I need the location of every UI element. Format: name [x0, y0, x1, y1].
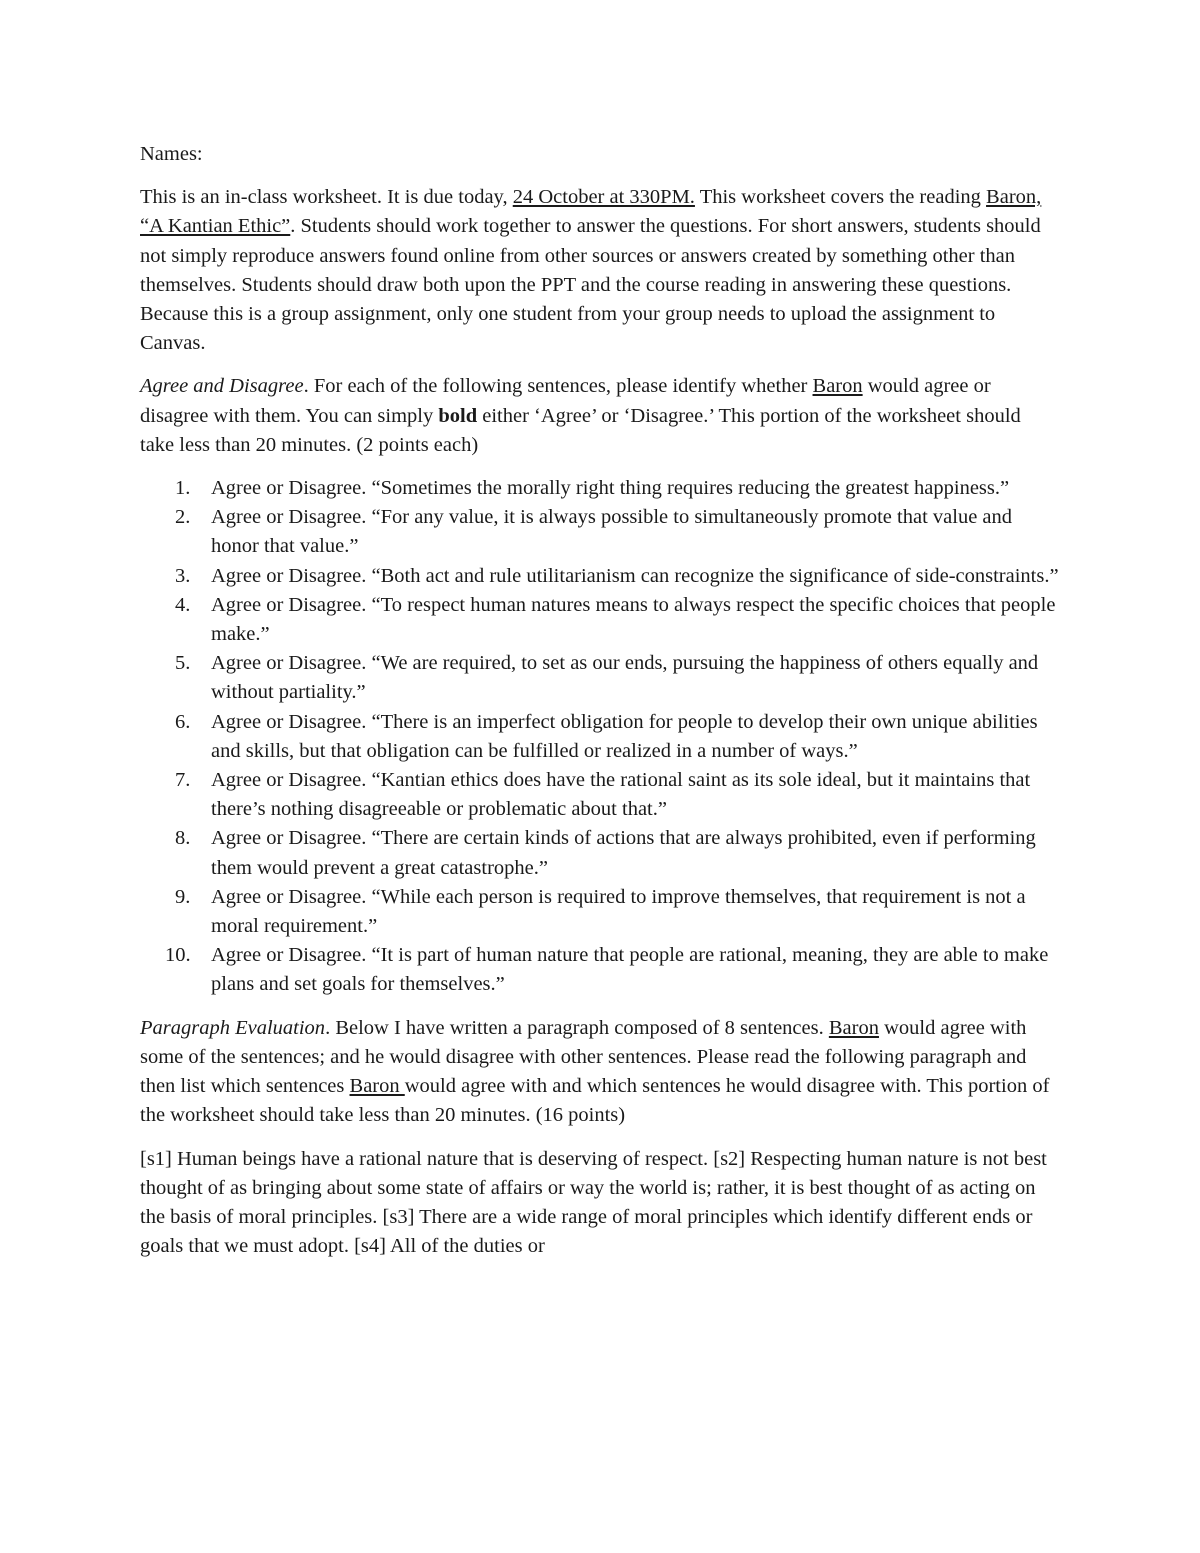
item-number: 5. [175, 652, 191, 675]
item-number: 3. [175, 564, 191, 587]
list-item [140, 824, 1060, 882]
item-text: Agree or Disagree. “There are certain kinds of actions that are always prohibited, even if performing them would prevent a great catastrophe.” [211, 827, 1036, 879]
item-number: 7. [175, 769, 191, 792]
author-name: Baron [828, 1016, 879, 1039]
list-item [140, 766, 1060, 824]
item-text: Agree or Disagree. “Both act and rule utilitarianism can recognize the significance of side-constraints.” [211, 564, 1059, 587]
intro-text-3: . Students should work together to answer the questions. For short answers, students should not simply reproduce answers found online from other sources or answers created by something other than themselves. Students should draw both upon the PPT and the course reading in answering these questions. Because this is a group assignment, only one student from your group needs to upload the assignment to Canvas. [140, 215, 1041, 355]
item-text: Agree or Disagree. “Sometimes the morally right thing requires reducing the greatest happiness.” [211, 477, 1010, 500]
item-number: 9. [175, 885, 191, 908]
bold-word: bold [438, 404, 478, 427]
due-date: 24 October at 330PM. [512, 186, 695, 209]
item-number: 2. [175, 506, 191, 529]
agree-section-instructions [140, 372, 1060, 460]
list-item [140, 708, 1060, 766]
agree-section-heading: Agree and Disagree [140, 375, 304, 398]
statement-list [140, 474, 1060, 1000]
list-item [140, 941, 1060, 999]
intro-text-2: This worksheet covers the reading [694, 186, 987, 209]
paragraph-eval-text-2: would agree with some of the sentences; and he would disagree with other sentences. Please read the following paragraph and then list which sentences [140, 1016, 1027, 1098]
paragraph-eval-text-1: . Below I have written a paragraph composed of 8 sentences. [325, 1016, 829, 1039]
intro-paragraph [140, 183, 1060, 358]
sample-paragraph: [s1] Human beings have a rational nature that is deserving of respect. [s2] Respecting human nature is not best thought of as bringing about some state of affairs or way the world is; rather, it is best thought of as acting on the basis of moral principles. [s3] There are a wide range of moral principles which identify different ends or goals that we must adopt. [s4] All of the duties or [140, 1147, 1047, 1258]
agree-text-3: either ‘Agree’ or ‘Disagree.’ This portion of the worksheet should take less than 20 minutes. (2 points each) [140, 404, 1021, 456]
intro-text-1: This is an in-class worksheet. It is due today, [140, 186, 513, 209]
item-number: 4. [175, 593, 191, 616]
agree-text-1: . For each of the following sentences, please identify whether [303, 375, 813, 398]
item-number: 8. [175, 827, 191, 850]
agree-text-2: would agree or disagree with them. You can simply [140, 375, 991, 427]
list-item [140, 503, 1060, 561]
names-label: Names: [140, 143, 203, 165]
list-item [140, 591, 1060, 649]
paragraph-eval-text-3: would agree with and which sentences he would disagree with. This portion of the worksheet should take less than 20 minutes. (16 points) [140, 1075, 1050, 1127]
item-text: Agree or Disagree. “For any value, it is always possible to simultaneously promote that value and honor that value.” [211, 506, 1013, 558]
list-item [140, 649, 1060, 707]
item-text: Agree or Disagree. “It is part of human nature that people are rational, meaning, they are able to make plans and set goals for themselves.” [211, 944, 1049, 996]
item-number: 10. [165, 944, 191, 967]
item-text: Agree or Disagree. “We are required, to set as our ends, pursuing the happiness of others equally and without partiality.” [211, 652, 1039, 704]
worksheet-page [140, 140, 1060, 1275]
item-text: Agree or Disagree. “While each person is required to improve themselves, that requirement is not a moral requirement.” [211, 885, 1026, 938]
item-text: Agree or Disagree. “Kantian ethics does have the rational saint as its sole ideal, but it maintains that there’s nothing disagreeable or problematic about that.” [211, 769, 1031, 821]
author-name: Baron [812, 375, 863, 398]
paragraph-evaluation-instructions [140, 1014, 1060, 1131]
item-text: Agree or Disagree. “There is an imperfect obligation for people to develop their own unique abilities and skills, but that obligation can be fulfilled or realized in a number of ways.” [211, 710, 1038, 762]
list-item [140, 474, 1060, 503]
item-number: 6. [175, 710, 191, 733]
item-text: Agree or Disagree. “To respect human natures means to always respect the specific choices that people make.” [211, 593, 1056, 646]
item-number: 1. [175, 477, 191, 500]
list-item [140, 562, 1060, 591]
reading-title: Baron, “A Kantian Ethic” [140, 186, 1042, 238]
author-name: Baron [349, 1075, 405, 1098]
paragraph-evaluation-heading: Paragraph Evaluation [140, 1016, 326, 1039]
list-item [140, 883, 1060, 941]
